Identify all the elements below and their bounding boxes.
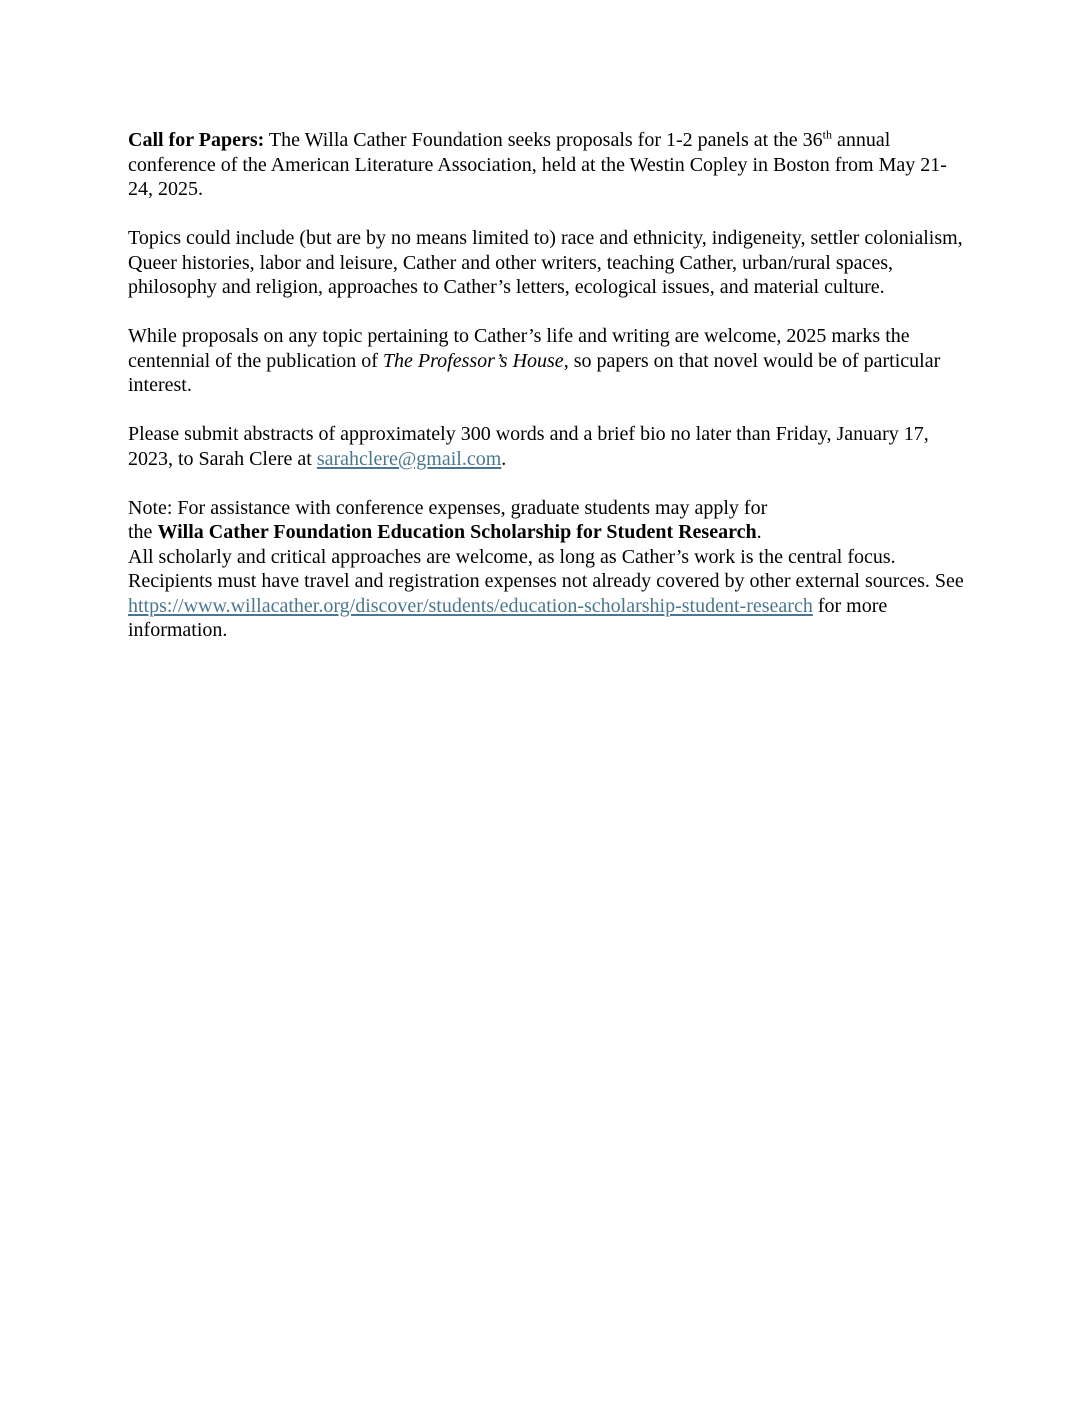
call-for-papers-paragraph [128, 128, 964, 202]
ordinal-suffix: th [822, 127, 832, 142]
note-line: . [756, 521, 762, 543]
scholarship-url-link[interactable]: https://www.willacather.org/discover/students/education-scholarship-student-research [128, 594, 813, 617]
note-line: for more information. [128, 594, 888, 641]
paragraph-text: Topics could include (but are by no means limited to) race and ethnicity, indigeneity, settler colonialism, Queer histories, labor and leisure, Cather and other writers, teaching Cather, urban/rural spaces, philosophy and religion, approaches to Cather’s letters, ecological issues, and material culture. [128, 227, 963, 298]
paragraph-text: . [501, 447, 507, 470]
email-link[interactable]: sarahclere@gmail.com [316, 447, 502, 470]
topics-paragraph [128, 226, 964, 300]
note-line: the [128, 521, 158, 543]
novel-title: The Professor’s House [382, 349, 564, 372]
paragraph-text: While proposals on any topic pertaining to Cather’s life and writing are welcome, 2025 marks the centennial of the publication of [128, 325, 910, 372]
document-page [128, 128, 964, 643]
note-line: Recipients must have travel and registration expenses not already covered by other external sources. See [128, 570, 964, 592]
paragraph-text: annual conference of the American Literature Association, held at the Westin Copley in Boston from May 21-24, 2025. [128, 129, 947, 200]
call-for-papers-label: Call for Papers: [128, 129, 265, 151]
scholarship-name: Willa Cather Foundation Education Scholarship for Student Research [157, 521, 757, 543]
note-line: All scholarly and critical approaches are welcome, as long as Cather’s work is the central focus. [128, 545, 896, 568]
paragraph-text: , so papers on that novel would be of particular interest. [128, 349, 941, 396]
note-paragraph [128, 496, 964, 643]
note-line: Note: For assistance with conference expenses, graduate students may apply for [128, 496, 768, 519]
paragraph-text: Please submit abstracts of approximately 300 words and a brief bio no later than Friday, January 17, 2023, to Sarah Clere at [128, 423, 929, 470]
paragraph-text: The Willa Cather Foundation seeks proposals for 1-2 panels at the 36 [264, 129, 823, 151]
centennial-paragraph [128, 324, 964, 398]
submission-paragraph [128, 422, 964, 471]
